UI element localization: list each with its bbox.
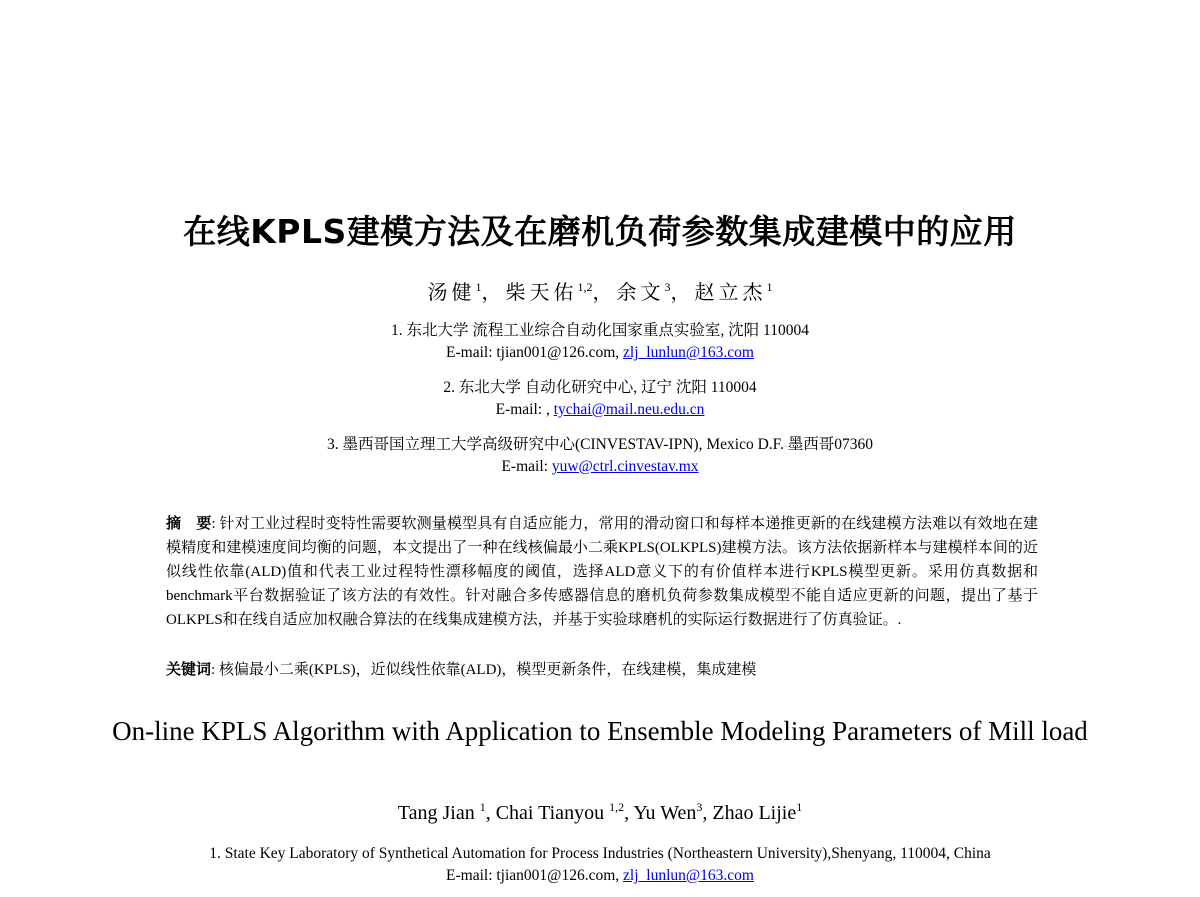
author-separator: ， bbox=[592, 282, 617, 304]
affiliation-2 bbox=[0, 377, 1200, 421]
chinese-title: 在线KPLS建模方法及在磨机负荷参数集成建模中的应用 bbox=[183, 212, 1017, 251]
author-separator: ， bbox=[670, 282, 695, 304]
author-affiliation-marker: 1 bbox=[796, 800, 803, 814]
english-title: On-line KPLS Algorithm with Application to Ensemble Modeling Parameters of Mill load bbox=[112, 716, 1088, 746]
author-affiliation-marker: 1,2 bbox=[609, 800, 625, 814]
email-text: E-mail: tjian001@126.com, bbox=[446, 867, 624, 884]
affiliation-line: 3. 墨西哥国立理工大学高级研究中心(CINVESTAV-IPN), Mexico D.F. 墨西哥07360 bbox=[326, 436, 874, 453]
abstract-body: : 针对工业过程时变特性需要软测量模型具有自适应能力，常用的滑动窗口和每样本递推更新的在线建模方法难以有效地在建模精度和建模速度间均衡的问题，本文提出了一种在线核偏最小二乘KPLS(OLKPLS)建模方法。该方法依据新样本与建模样本间的近似线性依靠(ALD)值和代表工业过程特性漂移幅度的阈值，选择ALD意义下的有价值样本进行KPLS模型更新。采用仿真数据和benchmark平台数据验证了该方法的有效性。针对融合多传感器信息的磨机负荷参数集成模型不能自适应更新的问题，提出了基于OLKPLS和在线自适应加权融合算法的在线集成建模方法，并基于实验球磨机的实际运行数据进行了仿真验证。. bbox=[166, 516, 1038, 628]
english-affiliation bbox=[0, 843, 1200, 887]
author-separator: , bbox=[702, 802, 713, 824]
keywords-label: 关键词 bbox=[166, 660, 212, 678]
chinese-author-list bbox=[0, 276, 1200, 305]
abstract-label: 摘 要 bbox=[166, 514, 212, 532]
author-name: 汤健 bbox=[427, 282, 476, 304]
author-separator: , bbox=[624, 802, 634, 824]
author-affiliation-marker: 1 bbox=[475, 280, 482, 294]
english-author-list bbox=[0, 802, 1200, 825]
keywords-body: : 核偏最小二乘(KPLS)，近似线性依靠(ALD)，模型更新条件，在线建模，集成建模 bbox=[211, 662, 757, 678]
affiliation-email bbox=[0, 865, 1200, 887]
author-name: 余文 bbox=[616, 282, 665, 304]
author-separator: ， bbox=[481, 282, 506, 304]
chinese-keywords bbox=[166, 657, 756, 682]
author-name: Tang Jian bbox=[397, 802, 480, 824]
affiliation-email bbox=[0, 342, 1200, 364]
author-separator: , bbox=[485, 802, 496, 824]
author-affiliation-marker: 1 bbox=[479, 800, 486, 814]
author-name: Zhao Lijie bbox=[712, 802, 797, 824]
author-affiliation-marker: 3 bbox=[696, 800, 703, 814]
email-link[interactable]: zlj_lunlun@163.com bbox=[623, 867, 754, 884]
affiliation-email bbox=[0, 399, 1200, 421]
author-name: Chai Tianyou bbox=[495, 802, 610, 824]
email-text: E-mail: bbox=[501, 458, 552, 475]
chinese-abstract bbox=[166, 511, 1038, 632]
affiliation-email bbox=[0, 456, 1200, 478]
email-text: E-mail: tjian001@126.com, bbox=[446, 344, 624, 361]
email-text: E-mail: , bbox=[495, 401, 554, 418]
affiliation-3 bbox=[0, 434, 1200, 478]
author-affiliation-marker: 1,2 bbox=[577, 280, 593, 294]
author-affiliation-marker: 3 bbox=[664, 280, 671, 294]
email-link[interactable]: tychai@mail.neu.edu.cn bbox=[553, 401, 705, 418]
author-name: 柴天佑 bbox=[505, 282, 578, 304]
author-affiliation-marker: 1 bbox=[766, 280, 773, 294]
affiliation-line: 2. 东北大学 自动化研究中心, 辽宁 沈阳 110004 bbox=[443, 379, 757, 396]
author-name: 赵立杰 bbox=[694, 282, 767, 304]
affiliation-line: 1. State Key Laboratory of Synthetical Automation for Process Industries (Northeastern University),Shenyang, 110004, China bbox=[209, 845, 991, 862]
email-link[interactable]: zlj_lunlun@163.com bbox=[623, 344, 754, 361]
email-link[interactable]: yuw@ctrl.cinvestav.mx bbox=[551, 458, 699, 475]
affiliation-1 bbox=[0, 320, 1200, 364]
affiliation-line: 1. 东北大学 流程工业综合自动化国家重点实验室, 沈阳 110004 bbox=[391, 322, 809, 339]
author-name: Yu Wen bbox=[633, 802, 697, 824]
